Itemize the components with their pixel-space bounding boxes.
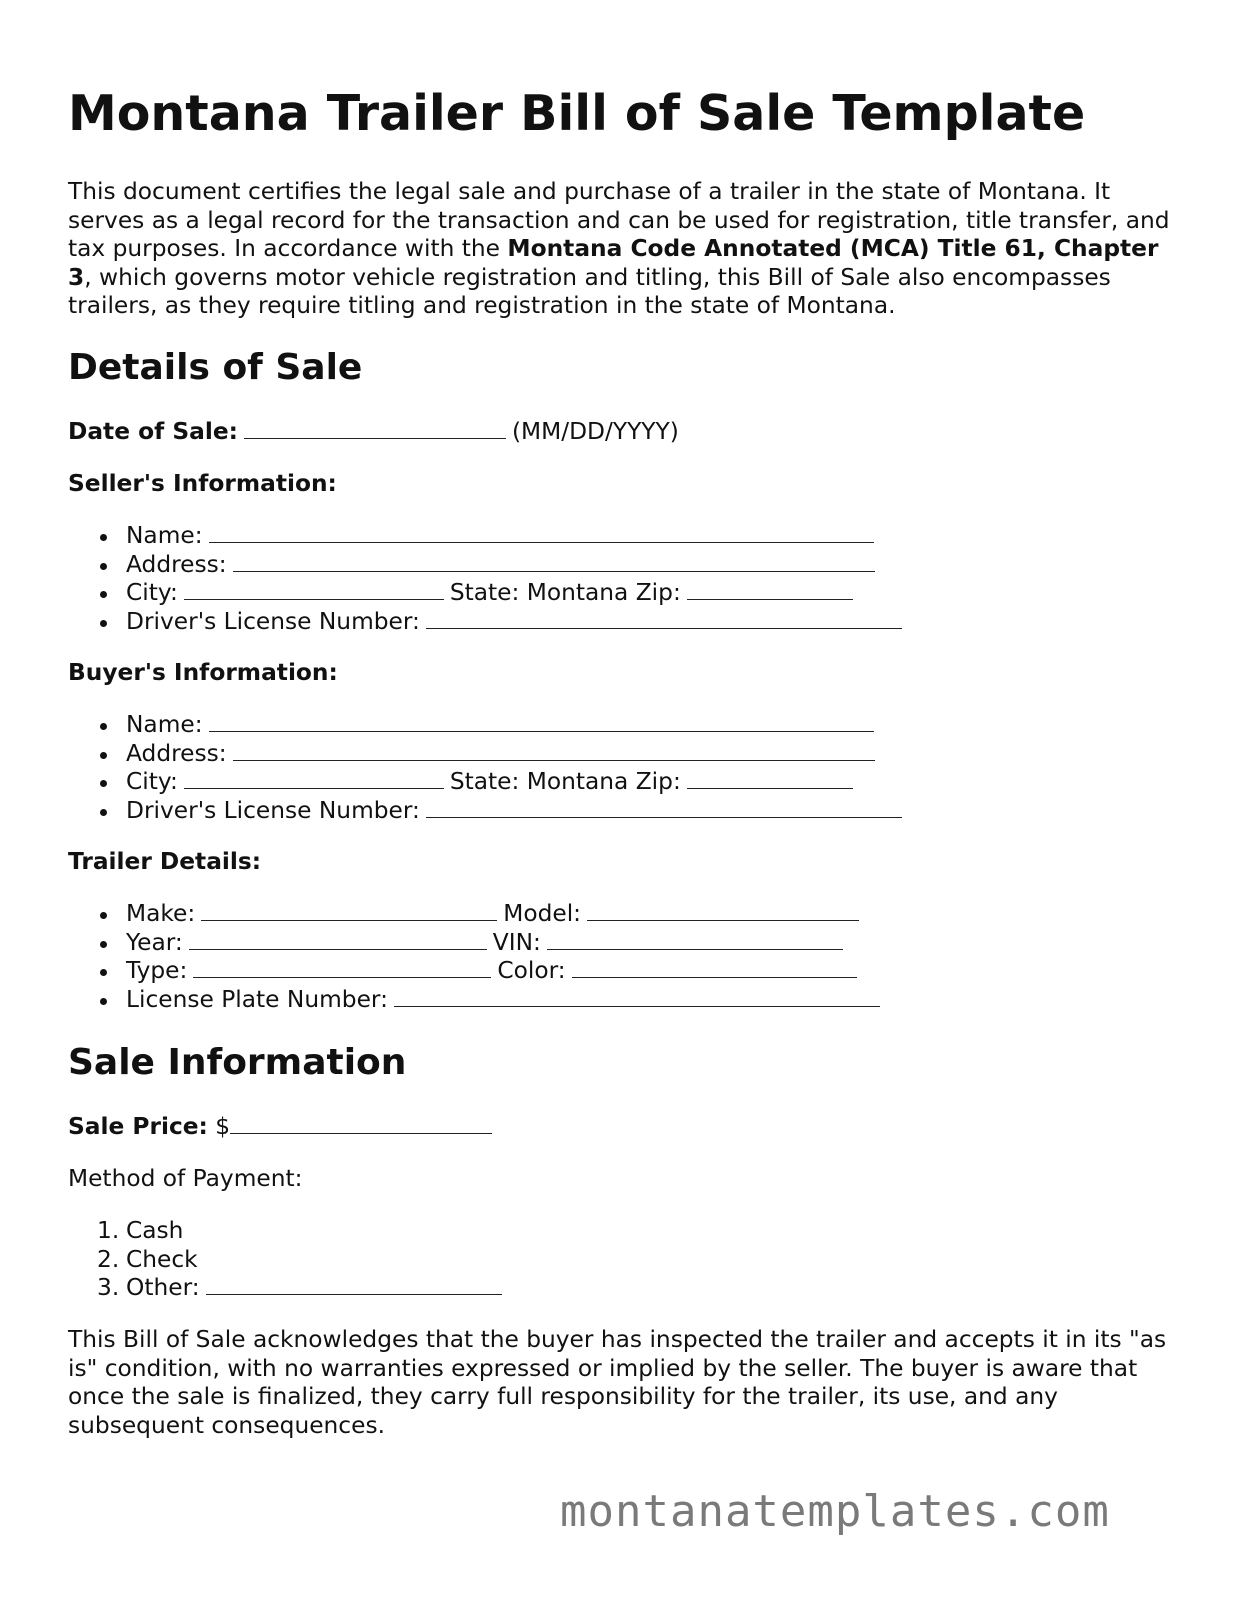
list-item — [68, 608, 908, 637]
currency-symbol: $ — [215, 1113, 231, 1140]
vin-field[interactable] — [547, 929, 843, 950]
intro-paragraph — [68, 178, 1178, 321]
payment-option-cash: Cash — [126, 1217, 184, 1244]
seller-address-label: Address: — [126, 550, 227, 578]
payment-option-other: Other: — [126, 1274, 200, 1301]
sale-price-label: Sale Price: — [68, 1113, 208, 1140]
buyer-name-field[interactable] — [209, 711, 874, 732]
model-label: Model: — [503, 900, 582, 927]
list-item — [68, 740, 908, 769]
list-item — [68, 551, 908, 580]
vin-label: VIN: — [492, 928, 541, 956]
closing-paragraph: This Bill of Sale acknowledges that the buyer has inspected the trailer and accepts it in its "as is" condition, with no warranties expressed or implied by the seller. The buyer is aware that once the sale is finalized, they carry full responsibility for the trailer, its use, and any subsequent consequences. — [68, 1326, 1167, 1439]
list-item — [68, 957, 886, 986]
year-label: Year: — [126, 928, 183, 956]
type-field[interactable] — [193, 957, 491, 978]
seller-heading: Seller's Information: — [68, 470, 337, 497]
make-field[interactable] — [201, 900, 497, 921]
model-field[interactable] — [587, 900, 859, 921]
seller-fields — [68, 522, 908, 636]
bullet-icon — [100, 620, 107, 627]
list-item — [68, 929, 886, 958]
list-item — [68, 986, 886, 1015]
buyer-city-field[interactable] — [184, 768, 444, 789]
make-label: Make: — [126, 900, 196, 927]
bullet-icon — [100, 998, 107, 1005]
seller-city-label: City: — [126, 579, 178, 606]
bullet-icon — [100, 534, 107, 541]
intro-text-2: , which governs motor vehicle registration and titling, this Bill of Sale also encompasses trailers, as they require titling and registration in the state of Montana. — [68, 263, 1111, 319]
buyer-address-field[interactable] — [233, 740, 875, 761]
list-number: 3. — [97, 1274, 120, 1301]
watermark: montanatemplates.com — [560, 1486, 1110, 1537]
list-item — [68, 900, 886, 929]
seller-address-field[interactable] — [233, 551, 875, 572]
plate-label: License Plate Number: — [126, 985, 388, 1013]
color-field[interactable] — [572, 957, 857, 978]
seller-name-field[interactable] — [209, 522, 874, 543]
seller-zip-field[interactable] — [687, 579, 853, 600]
page-title: Montana Trailer Bill of Sale Template — [68, 85, 1086, 142]
type-label: Type: — [126, 957, 188, 984]
list-item — [68, 579, 908, 608]
sale-price-field[interactable] — [230, 1113, 492, 1134]
seller-name-label: Name: — [126, 522, 203, 549]
payment-method-label: Method of Payment: — [68, 1165, 303, 1192]
list-item — [68, 1246, 508, 1275]
seller-city-field[interactable] — [184, 579, 444, 600]
buyer-license-field[interactable] — [426, 797, 902, 818]
details-heading: Details of Sale — [68, 347, 363, 388]
intro-text-1: This document certifies the legal sale and purchase of a trailer in the state of Montana. It serves as a legal record for the transaction and can be used for registration, title transfer, and tax purposes. In accordance with the — [68, 178, 1170, 262]
date-of-sale-field[interactable] — [244, 418, 506, 439]
year-field[interactable] — [189, 929, 487, 950]
date-format-hint: (MM/DD/YYYY) — [511, 418, 679, 445]
list-item — [68, 797, 908, 826]
payment-option-check: Check — [126, 1245, 198, 1273]
bullet-icon — [100, 752, 107, 759]
bullet-icon — [100, 809, 107, 816]
bullet-icon — [100, 780, 107, 787]
color-label: Color: — [497, 957, 566, 984]
seller-license-field[interactable] — [426, 608, 902, 629]
list-item — [68, 768, 908, 797]
plate-field[interactable] — [394, 986, 880, 1007]
payment-options — [68, 1217, 508, 1303]
trailer-heading: Trailer Details: — [68, 848, 262, 875]
bullet-icon — [100, 723, 107, 730]
list-item — [68, 1274, 508, 1303]
buyer-license-label: Driver's License Number: — [126, 796, 420, 824]
bullet-icon — [100, 591, 107, 598]
bullet-icon — [100, 563, 107, 570]
sale-heading: Sale Information — [68, 1042, 407, 1083]
payment-other-field[interactable] — [206, 1274, 502, 1295]
list-item — [68, 522, 908, 551]
trailer-fields — [68, 900, 886, 1014]
list-number: 2. — [97, 1245, 120, 1273]
buyer-address-label: Address: — [126, 739, 227, 767]
buyer-name-label: Name: — [126, 711, 203, 738]
list-number: 1. — [97, 1217, 120, 1244]
intro-law-reference: Montana Code Annotated (MCA) Title 61, Chapter 3 — [68, 235, 1159, 291]
sale-price-line — [68, 1113, 498, 1142]
buyer-fields — [68, 711, 908, 825]
seller-state-zip-label: State: Montana Zip: — [449, 579, 681, 606]
list-item — [68, 711, 908, 740]
list-item — [68, 1217, 508, 1246]
bullet-icon — [100, 912, 107, 919]
buyer-city-label: City: — [126, 768, 178, 795]
buyer-heading: Buyer's Information: — [68, 659, 338, 686]
date-of-sale-line — [68, 418, 679, 447]
date-of-sale-label: Date of Sale: — [68, 418, 238, 445]
buyer-zip-field[interactable] — [687, 768, 853, 789]
bullet-icon — [100, 969, 107, 976]
bullet-icon — [100, 941, 107, 948]
seller-license-label: Driver's License Number: — [126, 607, 420, 635]
buyer-state-zip-label: State: Montana Zip: — [449, 768, 681, 795]
